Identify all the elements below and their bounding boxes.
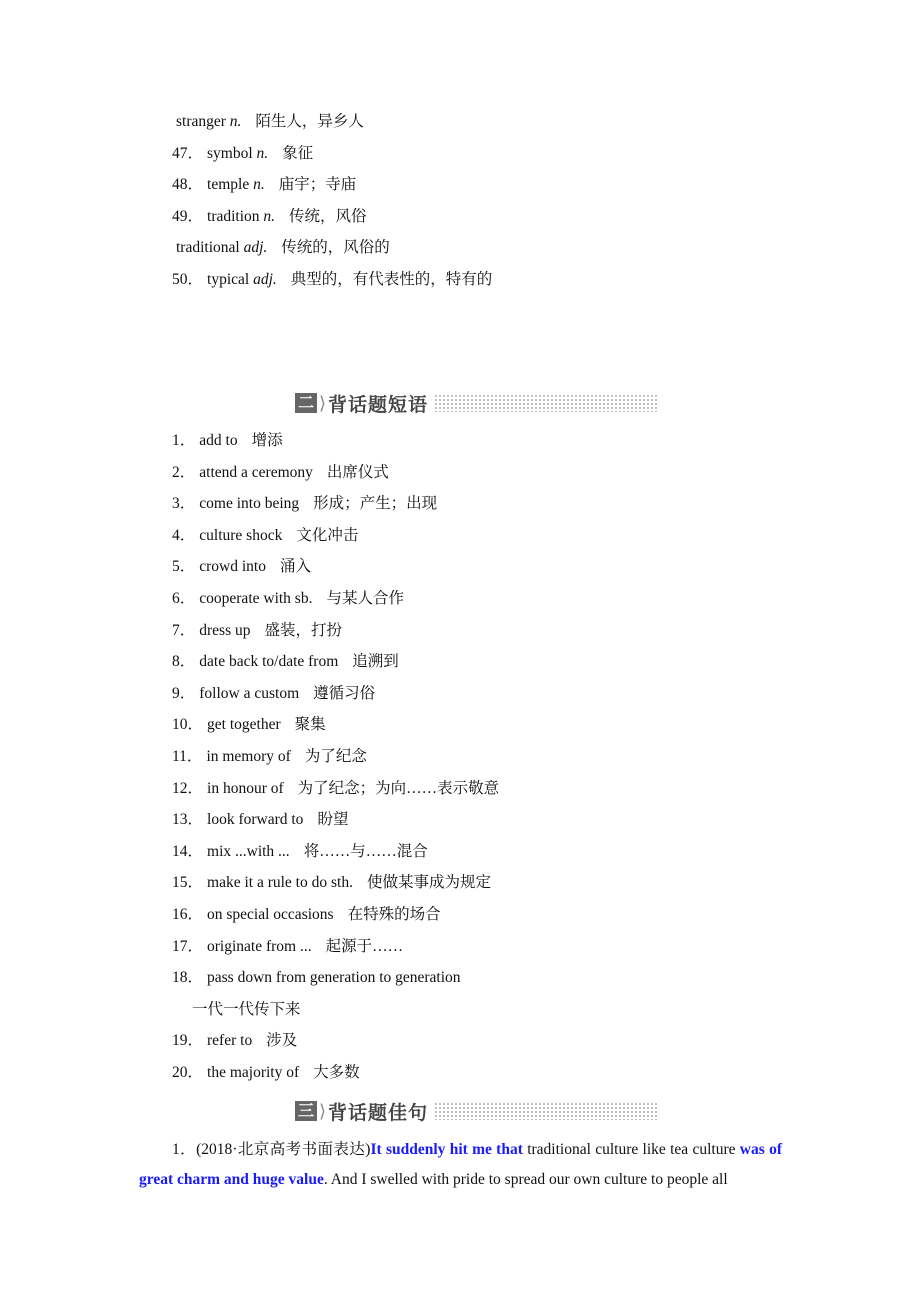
phrase: get together [207, 716, 281, 734]
phrase-item [172, 551, 499, 583]
item-number: 49． [172, 207, 204, 225]
phrase: look forward to [207, 811, 304, 829]
item-number: 14． [172, 842, 204, 860]
phrase: the majority of [207, 1063, 300, 1081]
sentence-number: 1． [172, 1141, 197, 1158]
phrase: pass down from generation to generation [207, 969, 461, 987]
vocabulary-list [172, 106, 492, 296]
meaning: 聚集 [294, 716, 326, 734]
meaning: 盛装，打扮 [264, 621, 343, 639]
item-number: 12． [172, 779, 204, 797]
meaning: 典型的，有代表性的，特有的 [290, 270, 493, 288]
meaning: 为了纪念 [304, 747, 367, 765]
word: stranger [176, 113, 226, 130]
meaning: 在特殊的场合 [347, 905, 441, 923]
phrase: follow a custom [199, 684, 300, 702]
meaning: 涌入 [280, 558, 312, 576]
vocab-item [172, 232, 492, 264]
item-number: 19． [172, 1032, 204, 1050]
phrase: originate from ... [207, 937, 312, 955]
phrase-item [172, 931, 499, 963]
phrase: attend a ceremony [199, 463, 313, 481]
phrase-item [172, 867, 499, 899]
phrase-item [172, 804, 499, 836]
vocab-item [172, 169, 492, 201]
phrase-item [172, 741, 499, 773]
dotted-rule [434, 1102, 659, 1120]
word: tradition [207, 207, 260, 225]
item-number: 11． [172, 747, 203, 765]
sentence-text: traditional culture like tea culture [522, 1141, 740, 1158]
phrase-item [172, 962, 499, 994]
meaning: 涉及 [266, 1032, 298, 1050]
section-title: 背话题短语 [328, 393, 429, 416]
item-number: 47． [172, 144, 204, 162]
item-number: 18． [172, 969, 204, 987]
part-of-speech: adj. [253, 270, 277, 288]
item-number: 16． [172, 905, 204, 923]
phrase: crowd into [199, 558, 266, 576]
meaning: 与某人合作 [326, 589, 404, 607]
meaning: 庙宇；寺庙 [278, 176, 357, 194]
phrase: add to [199, 432, 238, 449]
phrase-item [172, 457, 499, 489]
phrase-item [172, 520, 499, 552]
vocab-item [172, 106, 492, 138]
part-of-speech: adj. [243, 239, 268, 257]
meaning: 将……与……混合 [303, 842, 428, 860]
item-number: 2． [172, 463, 196, 481]
phrase-item [172, 836, 499, 868]
phrase-list [172, 425, 499, 1088]
section-number-icon: 二 [295, 393, 317, 413]
phrase: cooperate with sb. [199, 589, 313, 607]
word: traditional [176, 239, 240, 257]
vocab-item [172, 264, 492, 296]
phrase-item [172, 1025, 499, 1057]
item-number: 8． [172, 653, 196, 671]
phrase: make it a rule to do sth. [207, 874, 353, 892]
meaning: 一代一代传下来 [192, 1000, 301, 1018]
item-number: 13． [172, 811, 204, 829]
item-number: 48． [172, 176, 204, 194]
item-number: 1． [172, 432, 196, 449]
meaning: 为了纪念；为向……表示敬意 [297, 779, 500, 797]
section-number-icon: 三 [295, 1101, 317, 1121]
meaning: 起源于…… [325, 937, 404, 955]
meaning: 形成；产生；出现 [313, 495, 438, 513]
bracket-icon: ⟩ [319, 1100, 327, 1121]
phrase-item [172, 488, 499, 520]
phrase-item [172, 1057, 499, 1089]
phrase-item [172, 678, 499, 710]
phrase-item [172, 583, 499, 615]
section-title: 背话题佳句 [328, 1101, 429, 1124]
item-number: 20． [172, 1063, 204, 1081]
phrase: in memory of [206, 747, 291, 765]
phrase-item [172, 709, 499, 741]
phrase: come into being [199, 495, 300, 513]
meaning: 大多数 [313, 1063, 360, 1081]
phrase: culture shock [199, 526, 283, 544]
highlight-phrase: It suddenly hit me that [370, 1141, 523, 1158]
item-number: 17． [172, 937, 204, 955]
item-number: 3． [172, 495, 196, 513]
part-of-speech: n. [256, 144, 269, 162]
item-number: 9． [172, 684, 196, 702]
highlight-phrase: was of great charm and huge value [139, 1141, 782, 1188]
word: typical [207, 270, 250, 288]
meaning: 盼望 [317, 811, 349, 829]
phrase-item [172, 899, 499, 931]
word: temple [207, 176, 250, 194]
bracket-icon: ⟩ [319, 392, 327, 413]
phrase-item [172, 646, 499, 678]
item-number: 50． [172, 270, 204, 288]
phrase: dress up [199, 621, 251, 639]
section-header-sentences [295, 1099, 659, 1123]
phrase: in honour of [207, 779, 284, 797]
part-of-speech: n. [263, 207, 276, 225]
meaning: 遵循习俗 [313, 684, 376, 702]
item-number: 4． [172, 526, 196, 544]
phrase-item [172, 773, 499, 805]
meaning: 文化冲击 [296, 526, 359, 544]
phrase: on special occasions [207, 905, 334, 923]
phrase-item [172, 425, 499, 457]
item-number: 15． [172, 874, 204, 892]
dotted-rule [434, 394, 659, 412]
phrase: mix ...with ... [207, 842, 290, 860]
phrase: date back to/date from [199, 653, 339, 671]
phrase: refer to [207, 1032, 253, 1050]
meaning: 使做某事成为规定 [366, 874, 491, 892]
sentence-source: (2018·北京高考书面表达) [196, 1141, 371, 1158]
part-of-speech: n. [253, 176, 265, 194]
sentence-text: . And I swelled with pride to spread our own culture to people all [323, 1171, 728, 1188]
meaning: 象征 [282, 144, 314, 162]
phrase-item [172, 994, 499, 1026]
item-number: 7． [172, 621, 196, 639]
word: symbol [207, 144, 253, 162]
meaning: 传统的，风俗的 [281, 239, 390, 257]
example-sentence [139, 1135, 782, 1195]
meaning: 出席仪式 [326, 463, 389, 481]
section-header-phrases [295, 391, 659, 415]
item-number: 6． [172, 589, 196, 607]
vocab-item [172, 138, 492, 170]
item-number: 5． [172, 558, 196, 576]
item-number: 10． [172, 716, 204, 734]
meaning: 增添 [251, 432, 283, 449]
meaning: 陌生人，异乡人 [255, 113, 364, 130]
part-of-speech: n. [229, 113, 242, 130]
meaning: 传统，风俗 [289, 207, 367, 225]
meaning: 追溯到 [352, 653, 399, 671]
vocab-item [172, 201, 492, 233]
phrase-item [172, 615, 499, 647]
